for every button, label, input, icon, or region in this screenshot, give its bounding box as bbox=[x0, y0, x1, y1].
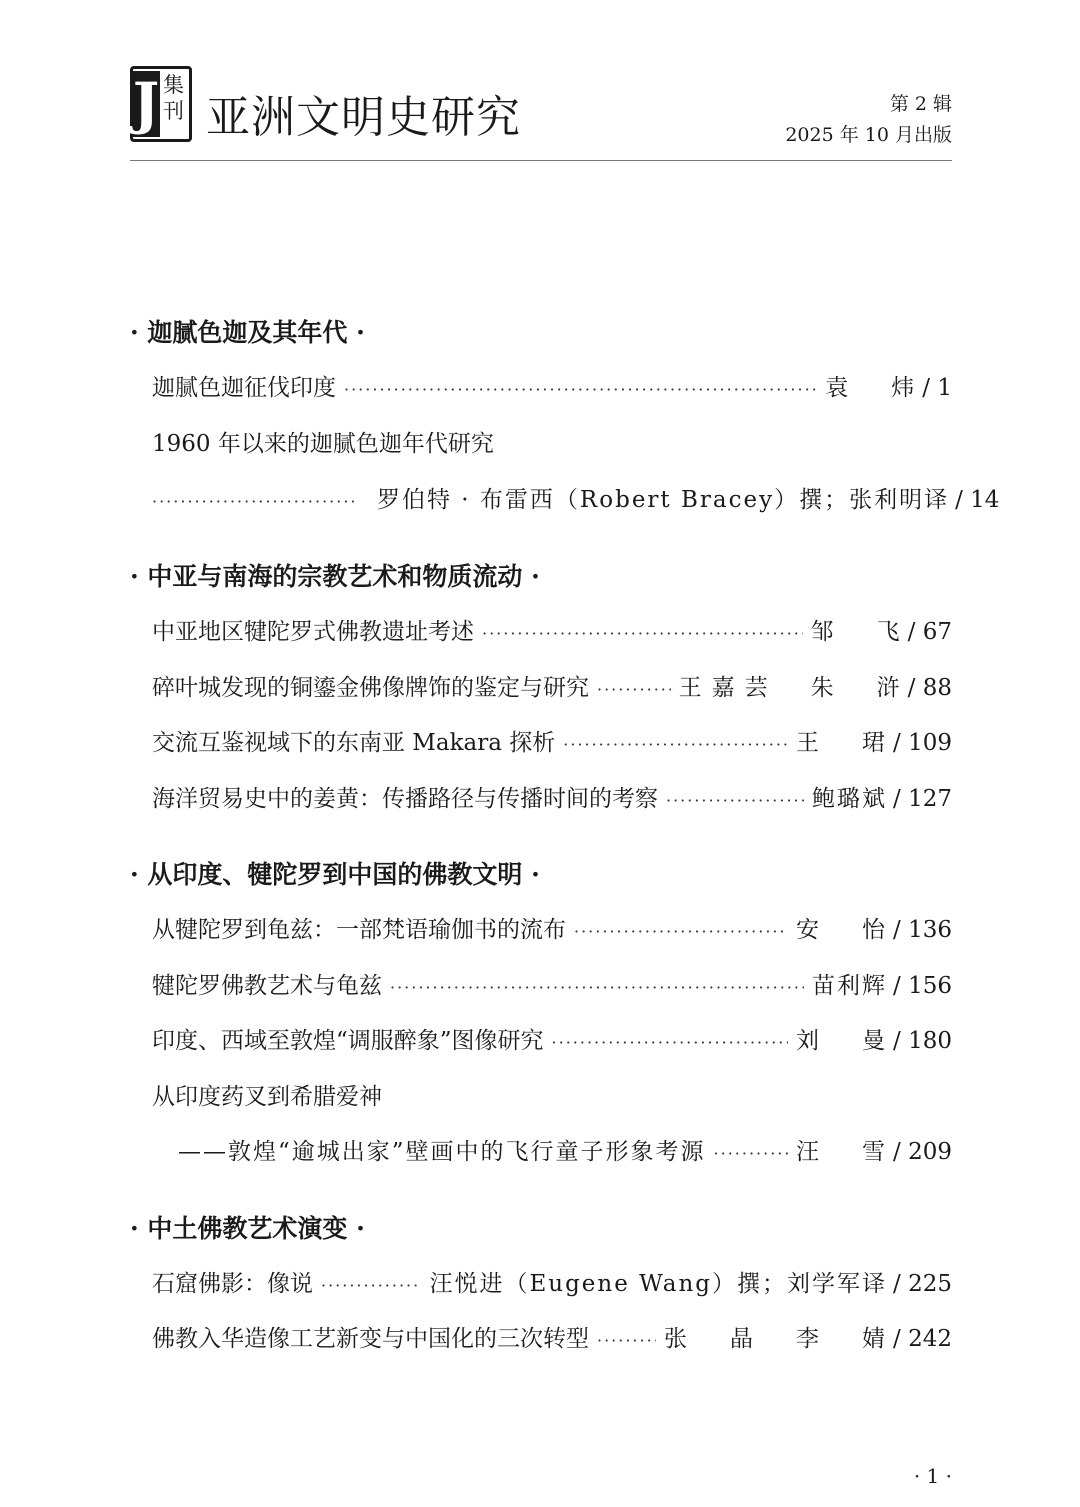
dot-leader bbox=[574, 915, 788, 949]
header-divider bbox=[130, 160, 952, 161]
logo-char-2: 刊 bbox=[163, 99, 184, 123]
toc-entry[interactable] bbox=[152, 671, 952, 705]
entry-author: 鲍璐斌 bbox=[812, 786, 888, 812]
entry-page: / 225 bbox=[893, 1271, 952, 1297]
toc-entry[interactable] bbox=[152, 1267, 952, 1301]
entry-subtitle: ——敦煌“逾城出家”壁画中的飞行童子形象考源 bbox=[178, 1139, 706, 1165]
logo-char-1: 集 bbox=[163, 73, 184, 97]
dot-leader bbox=[390, 971, 804, 1005]
entry-title: 1960 年以来的迦腻色迦年代研究 bbox=[152, 431, 494, 457]
entry-author: 刘 曼 bbox=[796, 1028, 896, 1054]
entry-page: / 209 bbox=[893, 1139, 952, 1165]
dot-leader bbox=[597, 673, 671, 707]
entry-author: 汪 雪 bbox=[796, 1139, 896, 1165]
section-heading: · 迦腻色迦及其年代 · bbox=[130, 318, 365, 347]
entry-title: 海洋贸易史中的姜黄：传播路径与传播时间的考察 bbox=[152, 786, 658, 812]
entry-author: 安 怡 bbox=[796, 917, 896, 943]
journal-logo bbox=[130, 66, 192, 142]
entry-title: 从犍陀罗到龟兹：一部梵语瑜伽书的流布 bbox=[152, 917, 566, 943]
entry-author: 邹 飞 bbox=[810, 619, 910, 645]
entry-page: / 88 bbox=[907, 675, 952, 701]
toc-entry[interactable] bbox=[152, 371, 952, 405]
entry-title: 交流互鉴视域下的东南亚 Makara 探析 bbox=[152, 730, 556, 756]
entry-title: 石窟佛影：像说 bbox=[152, 1271, 313, 1297]
entry-author: 罗伯特 · 布雷西（Robert Bracey）撰；张利明译 bbox=[377, 487, 950, 513]
entry-title: 迦腻色迦征伐印度 bbox=[152, 375, 336, 401]
toc-entry-continuation bbox=[152, 483, 1000, 517]
entry-page: / 180 bbox=[893, 1028, 952, 1054]
entry-title: 从印度药叉到希腊爱神 bbox=[152, 1084, 382, 1110]
issue-number: 第 2 辑 bbox=[889, 93, 952, 115]
dot-leader bbox=[152, 485, 357, 519]
section-heading: · 从印度、犍陀罗到中国的佛教文明 · bbox=[130, 860, 540, 889]
toc-entry[interactable] bbox=[152, 782, 952, 816]
toc-entry[interactable] bbox=[152, 969, 952, 1003]
toc-entry[interactable] bbox=[152, 913, 952, 947]
dot-leader bbox=[714, 1137, 789, 1171]
entry-page: / 14 bbox=[955, 487, 1000, 513]
dot-leader bbox=[482, 617, 803, 651]
entry-author: 张 晶 李 婧 bbox=[664, 1326, 896, 1352]
entry-page: / 109 bbox=[893, 730, 952, 756]
toc-entry[interactable] bbox=[152, 726, 952, 760]
journal-title: 亚洲文明史研究 bbox=[206, 92, 521, 143]
toc-entry[interactable] bbox=[152, 427, 952, 461]
toc-entry[interactable] bbox=[152, 1024, 952, 1058]
toc-entry-subtitle bbox=[178, 1135, 952, 1169]
toc-entry[interactable] bbox=[152, 615, 952, 649]
toc-entry[interactable] bbox=[152, 1080, 952, 1114]
dot-leader bbox=[552, 1026, 789, 1060]
entry-page: / 156 bbox=[893, 973, 952, 999]
entry-author: 汪悦进（Eugene Wang）撰；刘学军译 bbox=[429, 1271, 888, 1297]
entry-page: / 1 bbox=[922, 375, 952, 401]
toc-entry[interactable] bbox=[152, 1322, 952, 1356]
dot-leader bbox=[597, 1324, 656, 1358]
entry-author: 王嘉芸 朱 浒 bbox=[678, 675, 910, 701]
entry-page: / 136 bbox=[893, 917, 952, 943]
publication-date: 2025 年 10 月出版 bbox=[785, 124, 952, 146]
logo-letter: J bbox=[132, 71, 160, 137]
dot-leader bbox=[563, 728, 788, 762]
dot-leader bbox=[666, 784, 804, 818]
entry-page: / 67 bbox=[907, 619, 952, 645]
entry-author: 苗利辉 bbox=[812, 973, 888, 999]
section-heading: · 中土佛教艺术演变 · bbox=[130, 1214, 365, 1243]
dot-leader bbox=[344, 373, 817, 407]
entry-title: 碎叶城发现的铜鎏金佛像牌饰的鉴定与研究 bbox=[152, 675, 589, 701]
entry-page: / 127 bbox=[893, 786, 952, 812]
entry-author: 袁 炜 bbox=[825, 375, 925, 401]
entry-page: / 242 bbox=[893, 1326, 952, 1352]
entry-title: 中亚地区犍陀罗式佛教遗址考述 bbox=[152, 619, 474, 645]
section-heading: · 中亚与南海的宗教艺术和物质流动 · bbox=[130, 562, 540, 591]
entry-title: 印度、西域至敦煌“调服醉象”图像研究 bbox=[152, 1028, 544, 1054]
entry-title: 佛教入华造像工艺新变与中国化的三次转型 bbox=[152, 1326, 589, 1352]
page-number: · 1 · bbox=[913, 1464, 952, 1488]
entry-title: 犍陀罗佛教艺术与龟兹 bbox=[152, 973, 382, 999]
dot-leader bbox=[321, 1269, 421, 1303]
entry-author: 王 珺 bbox=[796, 730, 896, 756]
